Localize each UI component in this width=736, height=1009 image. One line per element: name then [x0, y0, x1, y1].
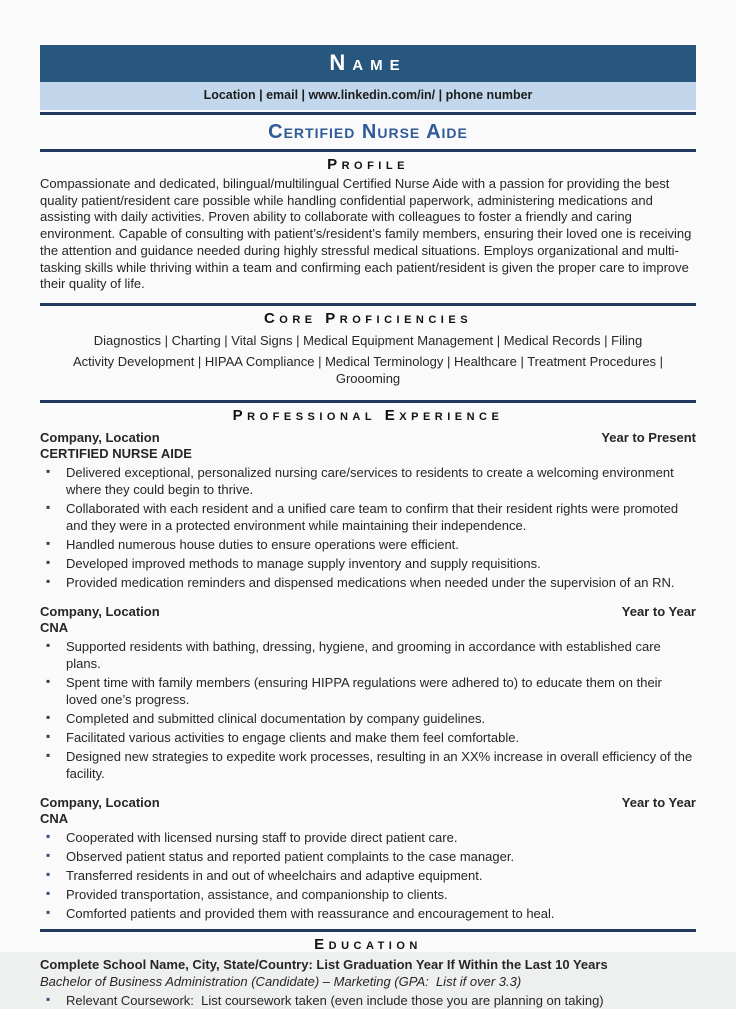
job-title: CNA [40, 619, 69, 635]
experience-entry-1 [40, 430, 696, 591]
job-bullet: ▪ Transferred residents in and out of wheelchairs and adaptive equipment. [40, 867, 696, 884]
education-section-heading: Education [314, 935, 422, 953]
employment-dates: Year to Year [621, 603, 696, 619]
education-school-line: Complete School Name, City, State/Country: List Graduation Year If Within the Last 10 Years [40, 956, 608, 972]
education-bullet: ▪ Relevant Coursework: List coursework taken (even include those you are planning on taking) [40, 992, 696, 1009]
company-location: Company, Location [40, 603, 160, 619]
job-bullet: ▪ Cooperated with licensed nursing staff to provide direct patient care. [40, 829, 696, 846]
experience-entry-2 [40, 604, 696, 782]
company-location: Company, Location [40, 429, 160, 445]
job-header [40, 430, 696, 446]
proficiencies-line-1: Diagnostics | Charting | Vital Signs | Medical Equipment Management | Medical Records | Filing [93, 332, 643, 348]
job-bullet: ▪ Completed and submitted clinical documentation by company guidelines. [40, 710, 696, 727]
job-bullet: ▪ Collaborated with each resident and a unified care team to confirm that their resident rights were promoted and they were in a protected environment while maintaining their independence. [40, 500, 696, 534]
job-bullet: ▪ Handled numerous house duties to ensure operations were efficient. [40, 536, 696, 553]
profile-section-heading: Profile [327, 156, 409, 173]
company-location: Company, Location [40, 794, 160, 810]
divider-rule [40, 149, 696, 152]
job-bullet-list [40, 464, 696, 591]
education-bullet-list [40, 992, 696, 1009]
job-bullet: ▪ Observed patient status and reported patient complaints to the case manager. [40, 848, 696, 865]
job-title: CERTIFIED NURSE AIDE [40, 445, 192, 461]
job-bullet-list [40, 829, 696, 922]
candidate-name: Name [329, 50, 407, 75]
experience-entry-3 [40, 795, 696, 922]
profile-summary-text: Compassionate and dedicated, bilingual/multilingual Certified Nurse Aide with a passion for providing the best quality patient/resident care possible while handling confidential paperwork, administering medications and assisting with daily activities. Proven ability to collaborate with colleagues to foster a friendly and caring environment. Capable of consulting with patient’s/resident’s family members, ensuring their loved one is receiving the attention and guidance needed during highly stressful medical situations. Employs organizational and multi-tasking skills while thriving within a team and confirming each patient/resident is given the proper care to improve their quality of life. [40, 176, 692, 292]
core-proficiencies-heading: Core Proficiencies [263, 309, 473, 327]
employment-dates: Year to Present [601, 429, 696, 445]
experience-section-heading: Professional Experience [232, 406, 504, 424]
job-bullet: ▪ Facilitated various activities to engage clients and make them feel comfortable. [40, 729, 696, 746]
job-title: CNA [40, 810, 69, 826]
education-degree-line: Bachelor of Business Administration (Candidate) – Marketing (GPA: List if over 3.3) [40, 973, 522, 989]
job-bullet: ▪ Provided medication reminders and dispensed medications when needed under the supervision of an RN. [40, 574, 696, 591]
contact-bar: Location | email | www.linkedin.com/in/ | phone number [40, 82, 696, 110]
document-title: Certified Nurse Aide [268, 121, 468, 143]
job-bullet: ▪ Supported residents with bathing, dressing, hygiene, and grooming in accordance with established care plans. [40, 638, 696, 672]
divider-rule [40, 303, 696, 306]
proficiencies-line-2: Activity Development | HIPAA Compliance | Medical Terminology | Healthcare | Treatment Procedures | Groooming [72, 353, 664, 386]
resume-content [40, 0, 696, 1009]
job-bullet: ▪ Designed new strategies to expedite work processes, resulting in an XX% increase in overall efficiency of the facility. [40, 748, 696, 782]
divider-rule [40, 112, 696, 115]
job-bullet: ▪ Delivered exceptional, personalized nursing care/services to residents to create a welcoming environment where they could begin to thrive. [40, 464, 696, 498]
job-bullet-list [40, 638, 696, 782]
employment-dates: Year to Year [621, 794, 696, 810]
name-banner [40, 45, 696, 82]
job-bullet: ▪ Spent time with family members (ensuring HIPPA regulations were adhered to) to educate them on their loved one’s progress. [40, 674, 696, 708]
job-bullet: ▪ Comforted patients and provided them with reassurance and encouragement to heal. [40, 905, 696, 922]
job-bullet: ▪ Developed improved methods to manage supply inventory and supply requisitions. [40, 555, 696, 572]
job-bullet: ▪ Provided transportation, assistance, and companionship to clients. [40, 886, 696, 903]
job-header [40, 604, 696, 620]
job-header [40, 795, 696, 811]
divider-rule [40, 400, 696, 403]
divider-rule [40, 929, 696, 932]
